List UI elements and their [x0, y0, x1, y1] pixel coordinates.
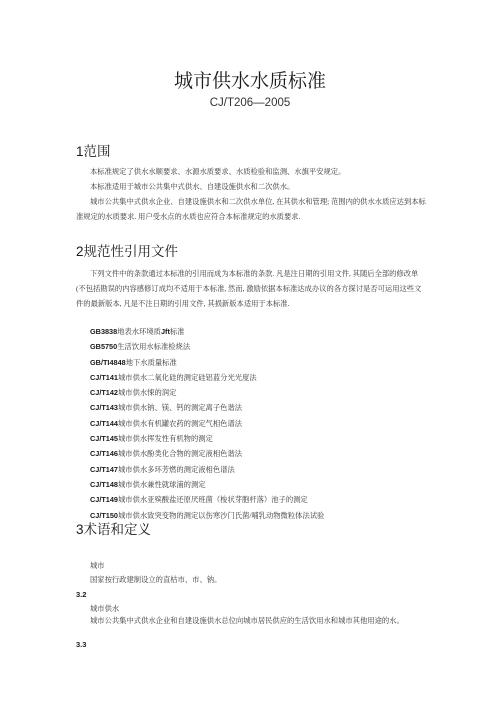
section-1-heading: 1范围	[76, 144, 111, 159]
term-2-name: 城市供水	[90, 604, 120, 613]
reference-item: CJ/T149城市供水亚殡酸盐还原厌班菌（梭状芽胞杆落）池子的测定	[90, 495, 308, 505]
term-2-number: 3.2	[76, 590, 87, 599]
reference-item: CJ/T148城市供水兼性就球浦的测定	[90, 479, 206, 489]
section-1-paragraph-2: 本标准适用于城市公共集中式供水、自建设施供水和二次供水。	[90, 182, 295, 191]
reference-item: CJ/T142城市供水悚的润定	[90, 388, 177, 398]
section-2-intro: 下列文件中的条款通过本标准的引用而成为本标准的条款. 凡是注日期的引用文件, 其随后全部的修改单(不包括勘误的内容感修订成均不适用于本标准, 然而, 激励依据本标准达成办议的各方探讨是否可运用这些文件的最新版本, 凡是不注日期的引用文件, 其损新版本适用于本标准.	[76, 269, 422, 308]
reference-item: CJ/T141城市供水二氧化硅的测定硅铝蓝分光光度法	[90, 372, 257, 382]
section-1-paragraph-1: 本标准规定了供水水顺要求、水源水质要求、水质检验和监测、水旗平安规定。	[90, 167, 346, 176]
term-3-number: 3.3	[76, 640, 87, 649]
term-2-definition: 城市公共集中式供水企业和自建设施供水总位向城市居民供应的生活饮用水和城市其他用途的水。	[90, 616, 404, 625]
document-title: 城市供水水质标准	[173, 71, 326, 92]
section-2-heading: 2规范性引用文件	[76, 244, 179, 259]
term-1-definition: 国家按行政建制设立的直枯市、市、钠。	[90, 575, 222, 584]
reference-item: GB3838地表水环境质Jft标准	[90, 327, 185, 336]
normative-reference-list	[90, 324, 430, 523]
reference-item: CJ/T147城市供水多环芳燃的测定液相色谱法	[90, 464, 235, 474]
reference-item: CJ/T146城市供水酚类化合物的测定液相色谐法	[90, 449, 243, 459]
standard-code: CJ/T206—2005	[209, 97, 291, 109]
section-1-paragraph-3: 城市公共集中式供水企业、自建设施供水和二次供水单位, 在其供水和管理; 范围内的供水水质应达到本标准规定的水质要求. 用户受水点的水质也应符合本标准规定的水质要求.	[76, 197, 426, 221]
reference-item: CJ/T143城市供水钠、镁、钙的测定离子色谐法	[90, 403, 243, 413]
reference-item: GB/TI4848地下水质量标准	[90, 357, 177, 367]
reference-item: CJ/T144城市供水有机罐农药的测定气相色谱法	[90, 418, 243, 428]
term-1-name: 城市	[90, 561, 105, 570]
reference-item: GB5750生活饮用水标准检烧法	[90, 342, 191, 352]
reference-item: CJ/T145城市供水挥发性有机物的测定	[90, 434, 213, 444]
section-3-heading: 3术语和定义	[76, 522, 152, 537]
reference-item: CJ/T150城市供水致突变物的测定以伤寒沙门氏菌/哺乳动物微粒体法试验	[90, 510, 325, 520]
